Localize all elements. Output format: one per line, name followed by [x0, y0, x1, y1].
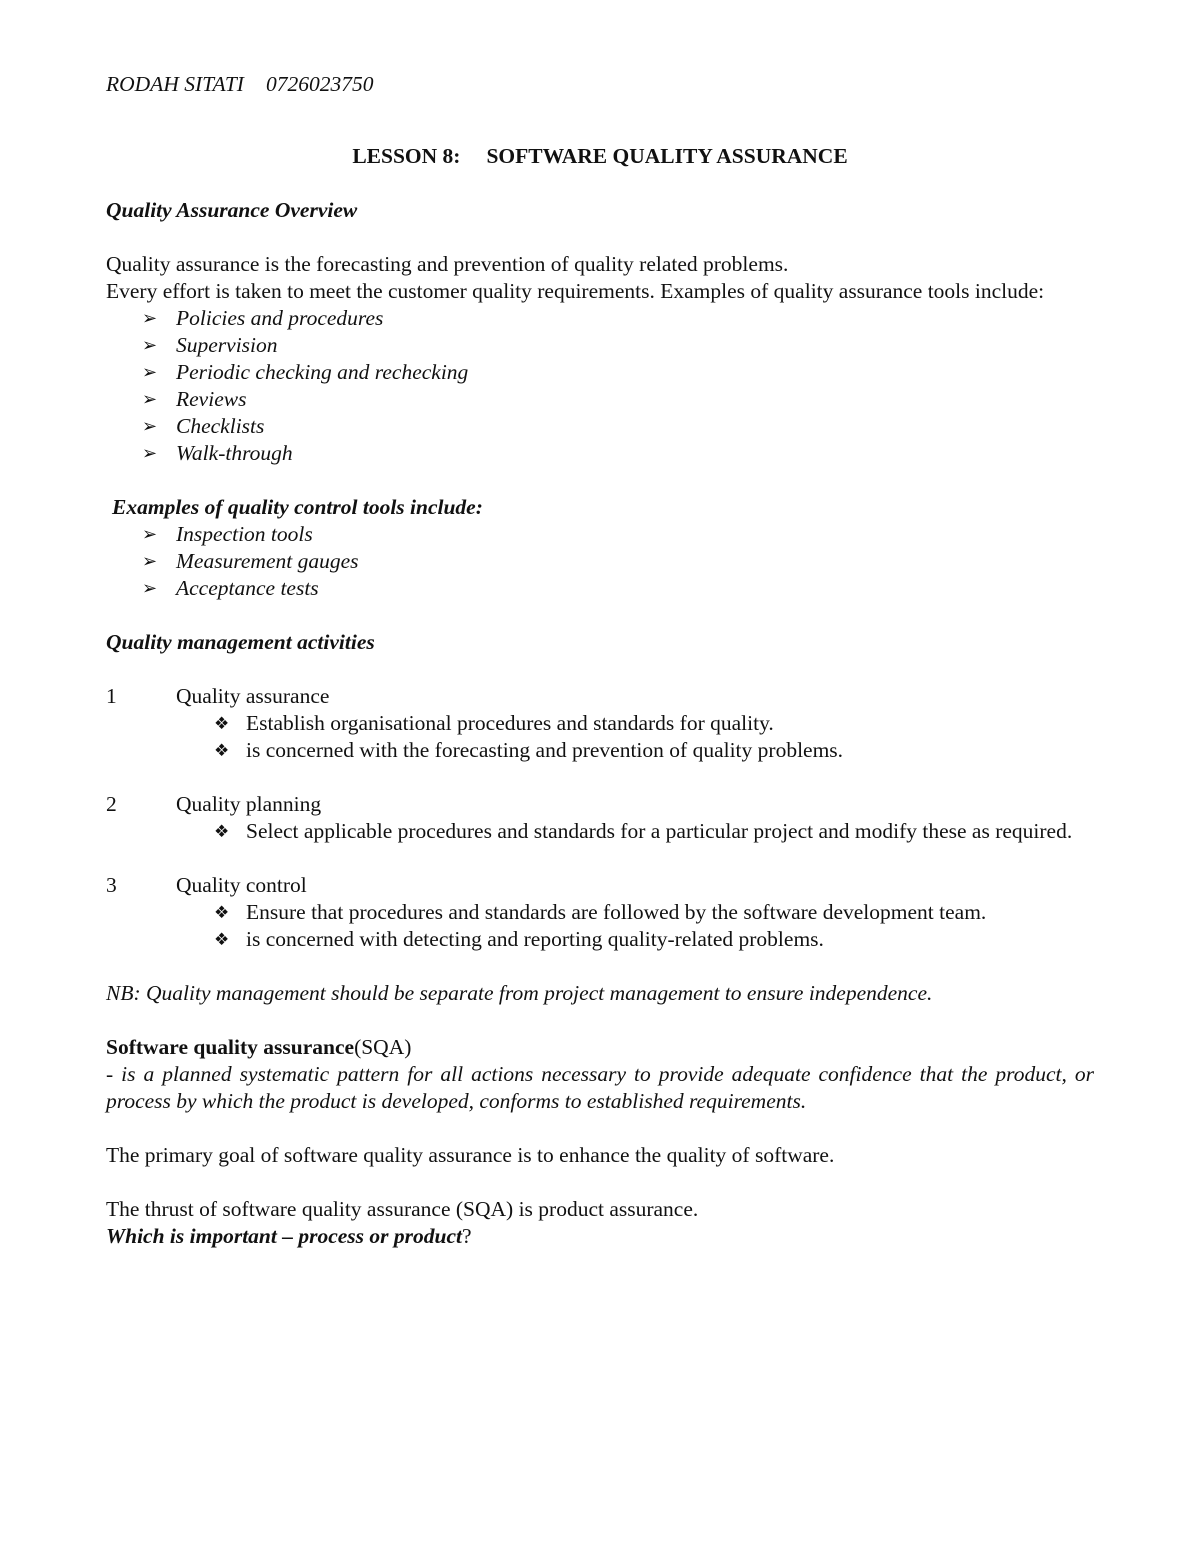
nb-note: NB: Quality management should be separate from project management to ensure independence.: [106, 981, 933, 1005]
list-item: ➢ Acceptance tests: [142, 576, 319, 600]
overview-paragraph-2: Every effort is taken to meet the customer quality requirements. Examples of quality assurance tools include:: [106, 279, 1045, 303]
list-item: ❖ is concerned with detecting and reporting quality-related problems.: [214, 927, 824, 951]
activity-title: Quality planning: [176, 792, 322, 816]
list-item: ➢ Supervision: [142, 333, 278, 357]
activity-title: Quality assurance: [176, 684, 330, 708]
qa-tools-list: [106, 305, 1094, 467]
activity-3-points: [106, 899, 1094, 953]
arrow-bullet-icon: ➢: [142, 335, 158, 355]
page-header: [106, 71, 1094, 98]
sqa-abbr: (SQA): [354, 1035, 412, 1059]
lesson-number: LESSON 8:: [352, 144, 461, 168]
activity-number: 2: [106, 792, 117, 816]
sqa-question-mark: ?: [462, 1224, 472, 1248]
arrow-bullet-icon: ➢: [142, 578, 158, 598]
activity-2-points: [106, 818, 1094, 845]
author-phone: 0726023750: [265, 72, 374, 96]
qc-tools-heading: Examples of quality control tools include:: [112, 495, 483, 519]
arrow-bullet-icon: ➢: [142, 443, 158, 463]
activities-heading: Quality management activities: [106, 630, 375, 654]
activity-2: [106, 791, 1094, 818]
arrow-bullet-icon: ➢: [142, 551, 158, 571]
activity-1-points: [106, 710, 1094, 764]
diamond-bullet-icon: ❖: [214, 741, 230, 760]
arrow-bullet-icon: ➢: [142, 362, 158, 382]
sqa-question: [106, 1223, 1094, 1250]
sqa-thrust: The thrust of software quality assurance (SQA) is product assurance.: [106, 1197, 699, 1221]
arrow-bullet-icon: ➢: [142, 416, 158, 436]
list-item: ❖ is concerned with the forecasting and prevention of quality problems.: [214, 738, 844, 762]
arrow-bullet-icon: ➢: [142, 389, 158, 409]
list-item: ➢ Policies and procedures: [142, 306, 384, 330]
overview-heading: Quality Assurance Overview: [106, 198, 358, 222]
arrow-bullet-icon: ➢: [142, 308, 158, 328]
overview-paragraph-1: Quality assurance is the forecasting and prevention of quality related problems.: [106, 252, 789, 276]
list-item: ❖ Establish organisational procedures and standards for quality.: [214, 711, 774, 735]
activity-3: [106, 872, 1094, 899]
list-item: ❖ Ensure that procedures and standards are followed by the software development team.: [214, 900, 987, 924]
diamond-bullet-icon: ❖: [214, 903, 230, 922]
activity-number: 1: [106, 684, 117, 708]
activity-1: [106, 683, 1094, 710]
arrow-bullet-icon: ➢: [142, 524, 158, 544]
diamond-bullet-icon: ❖: [214, 714, 230, 733]
sqa-term: Software quality assurance: [106, 1035, 355, 1059]
list-item: ➢ Measurement gauges: [142, 549, 359, 573]
sqa-heading: [106, 1034, 1094, 1061]
list-item: ➢ Periodic checking and rechecking: [142, 360, 469, 384]
activity-number: 3: [106, 873, 117, 897]
activity-title: Quality control: [176, 873, 307, 897]
qc-tools-list: [106, 521, 1094, 602]
list-item: ➢ Walk-through: [142, 441, 293, 465]
document-body: [106, 71, 1094, 1250]
diamond-bullet-icon: ❖: [214, 822, 230, 841]
list-item: ➢ Reviews: [142, 387, 247, 411]
diamond-bullet-icon: ❖: [214, 930, 230, 949]
sqa-question-text: Which is important – process or product: [106, 1224, 462, 1248]
author-name: RODAH SITATI: [106, 72, 244, 96]
sqa-definition: - is a planned systematic pattern for all actions necessary to provide adequate confidence that the product, or process by which the product is developed, conforms to established requirements.: [106, 1062, 1094, 1113]
lesson-name: SOFTWARE QUALITY ASSURANCE: [486, 144, 848, 168]
list-item: ➢ Inspection tools: [142, 522, 313, 546]
lesson-title: [106, 143, 1094, 170]
list-item: ❖ Select applicable procedures and standards for a particular project and modify these as required.: [214, 819, 1073, 843]
list-item: ➢ Checklists: [142, 414, 265, 438]
sqa-goal: The primary goal of software quality assurance is to enhance the quality of software.: [106, 1143, 835, 1167]
